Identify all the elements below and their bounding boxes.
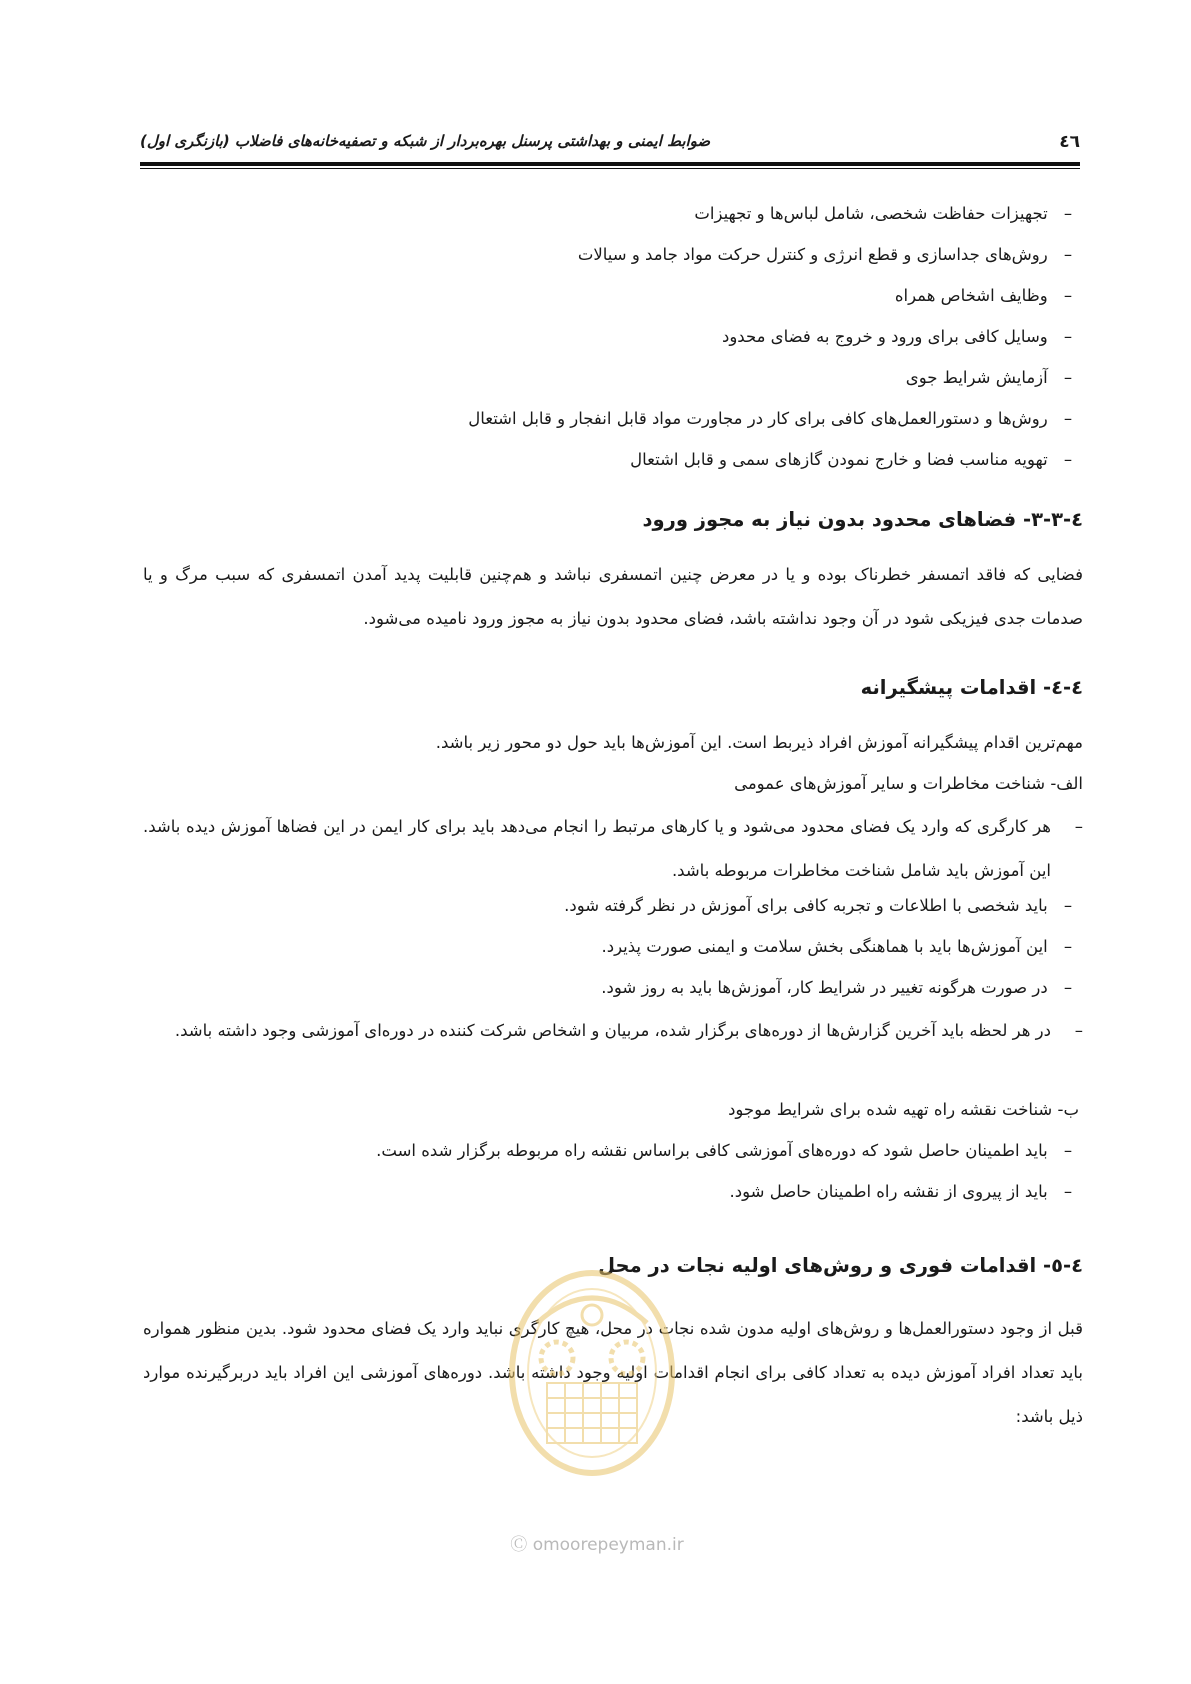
paragraph: قبل از وجود دستورالعمل‌ها و روش‌های اولیه مدون شده نجات در محل، هیچ کارگری نباید وارد یک فضای محدود شود. بدین منظور همواره باید تعداد افراد آموزش دیده به تعداد کافی برای انجام اقدامات اولیه وجود داشته باشد. دوره‌های آموزشی این افراد باید دربرگیرنده موارد ذیل باشد: xyxy=(143,1319,1083,1426)
list-item-text: باید از پیروی از نقشه راه اطمینان حاصل شود. xyxy=(729,1182,1048,1201)
list-item xyxy=(564,896,1083,915)
list-item-text: این آموزش‌ها باید با هماهنگی بخش سلامت و ایمنی صورت پذیرد. xyxy=(601,937,1048,956)
subheading-b: ب- شناخت نقشه راه تهیه شده برای شرایط موجود xyxy=(728,1100,1079,1119)
bullet-dash: – xyxy=(1063,1141,1073,1160)
list-item-text: باید اطمینان حاصل شود که دوره‌های آموزشی کافی براساس نقشه راه مربوطه برگزار شده است. xyxy=(376,1141,1048,1160)
list-item-text: باید شخصی با اطلاعات و تجربه کافی برای آموزش در نظر گرفته شود. xyxy=(564,896,1048,915)
bullet-dash: – xyxy=(1063,450,1073,469)
bullet-dash: – xyxy=(1063,368,1073,387)
list-item xyxy=(601,978,1083,997)
list-item-text: تجهیزات حفاظت شخصی، شامل لباس‌ها و تجهیزات xyxy=(694,204,1048,223)
list-item xyxy=(630,450,1083,469)
list-item xyxy=(143,1009,1083,1053)
page-number: ٤٦ xyxy=(1059,132,1080,152)
list-item-text: روش‌های جداسازی و قطع انرژی و کنترل حرکت مواد جامد و سیالات xyxy=(577,245,1048,264)
list-item xyxy=(694,204,1083,223)
bullet-dash: – xyxy=(1063,327,1073,346)
list-item xyxy=(601,937,1083,956)
bullet-dash: – xyxy=(1074,1021,1083,1040)
bullet-dash: – xyxy=(1063,286,1073,305)
list-item-text: در هر لحظه باید آخرین گزارش‌ها از دوره‌های برگزار شده، مربیان و اشخاص شرکت کننده در دوره‌ای آموزشی وجود داشته باشد. xyxy=(174,1021,1051,1040)
bullet-dash: – xyxy=(1063,937,1073,956)
bullet-dash: – xyxy=(1063,896,1073,915)
header-rule-thick xyxy=(140,162,1080,166)
section-heading: ٤-٥- اقدامات فوری و روش‌های اولیه نجات در محل xyxy=(598,1254,1083,1277)
list-item-text: در صورت هرگونه تغییر در شرایط کار، آموزش‌ها باید به روز شود. xyxy=(601,978,1048,997)
list-item-text: هر کارگری که وارد یک فضای محدود می‌شود و یا کارهای مرتبط را انجام می‌دهد باید برای کار ایمن در این فضاها آموزش دیده باشد. این آموزش باید شامل شناخت مخاطرات مربوطه باشد. xyxy=(143,817,1051,880)
list-item xyxy=(376,1141,1083,1160)
list-item xyxy=(578,245,1083,264)
paragraph: مهم‌ترین اقدام پیشگیرانه آموزش افراد ذیربط است. این آموزش‌ها باید حول دو محور زیر باشد. xyxy=(435,733,1083,752)
list-item-text: تهویه مناسب فضا و خارج نمودن گازهای سمی و قابل اشتعال xyxy=(630,450,1048,469)
list-item-text: وظایف اشخاص همراه xyxy=(894,286,1048,305)
header-title: ضوابط ایمنی و بهداشتی پرسنل بهره‌بردار از شبکه و تصفیه‌خانه‌های فاضلاب (بازنگری اول) xyxy=(140,132,711,150)
list-item xyxy=(143,805,1083,893)
list-item xyxy=(722,327,1083,346)
bullet-dash: – xyxy=(1063,1182,1073,1201)
page-header xyxy=(140,132,1080,158)
list-item xyxy=(895,286,1083,305)
bullet-dash: – xyxy=(1063,409,1073,428)
list-item-text: روش‌ها و دستورالعمل‌های کافی برای کار در مجاورت مواد قابل انفجار و قابل اشتعال xyxy=(468,409,1048,428)
list-item-text: آزمایش شرایط جوی xyxy=(905,368,1048,387)
bullet-dash: – xyxy=(1063,245,1073,264)
section-heading: ٤-٤- اقدامات پیشگیرانه xyxy=(860,676,1083,699)
list-item xyxy=(906,368,1083,387)
bullet-dash: – xyxy=(1074,817,1083,836)
bullet-dash: – xyxy=(1063,978,1073,997)
at-icon: Ⓒ xyxy=(510,1535,528,1555)
paragraph: فضایی که فاقد اتمسفر خطرناک بوده و یا در معرض چنین اتمسفری نباشد و هم‌چنین قابلیت پدید آمدن اتمسفری که سبب مرگ و یا صدمات جدی فیزیکی شود در آن وجود نداشته باشد، فضای محدود بدون نیاز به مجوز ورود نامیده می‌شود. xyxy=(143,565,1083,628)
bullet-dash: – xyxy=(1063,204,1073,223)
list-item-text: وسایل کافی برای ورود و خروج به فضای محدود xyxy=(721,327,1048,346)
list-item xyxy=(468,409,1083,428)
subheading-a: الف- شناخت مخاطرات و سایر آموزش‌های عمومی xyxy=(734,774,1083,793)
watermark-url xyxy=(497,1530,697,1555)
watermark-url-text: omoorepeyman.ir xyxy=(532,1535,684,1555)
header-rule-thin xyxy=(140,168,1080,169)
watermark-seal-icon xyxy=(497,1253,687,1483)
list-item xyxy=(730,1182,1083,1201)
section-heading: ٤-٣-٣- فضاهای محدود بدون نیاز به مجوز ورود xyxy=(642,508,1083,531)
